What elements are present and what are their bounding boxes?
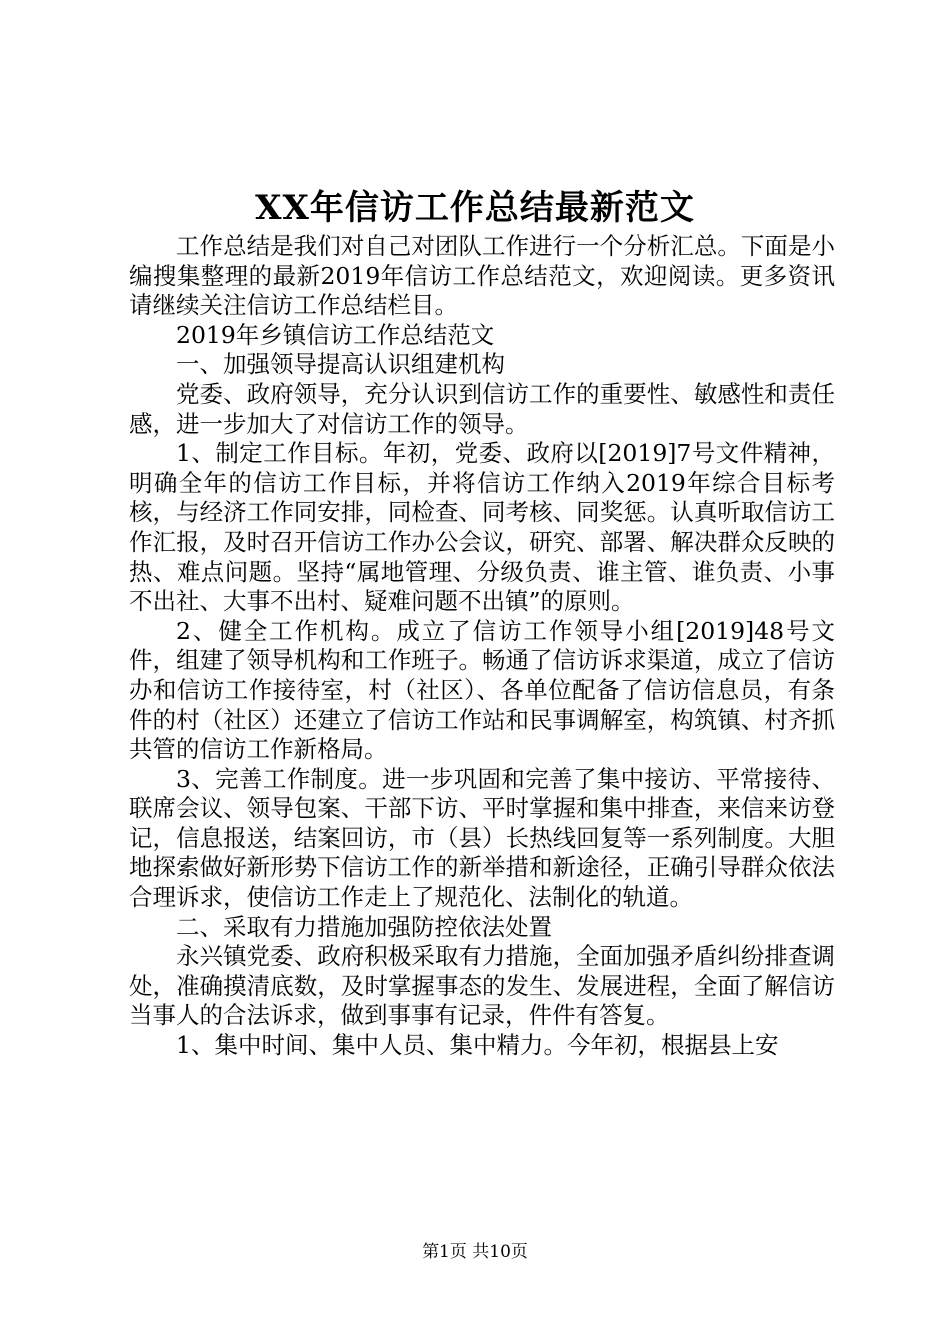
section-subtitle: 2019年乡镇信访工作总结范文: [176, 320, 495, 349]
paragraph: 3、完善工作制度。进一步巩固和完善了集中接访、平常接待、联席会议、领导包案、干部下访、平时掌握和集中排查，来信来访登记，信息报送，结案回访，市（县）长热线回复等一系列制度。大胆地探索做好新形势下信访工作的新举措和新途径，正确引导群众依法合理诉求，使信访工作走上了规范化、法制化的轨道。: [129, 764, 835, 912]
document-body: [129, 232, 835, 1061]
page-number-footer: 第1页 共10页: [422, 1242, 528, 1262]
paragraph: 1、制定工作目标。年初，党委、政府以[2019]7号文件精神，明确全年的信访工作目标，并将信访工作纳入2019年综合目标考核，与经济工作同安排，同检查、同考核、同奖惩。认真听取信访工作汇报，及时召开信访工作办公会议，研究、部署、解决群众反映的热、难点问题。坚持“属地管理、分级负责、谁主管、谁负责、小事不出社、大事不出村、疑难问题不出镇”的原则。: [129, 439, 835, 616]
paragraph: 1、集中时间、集中人员、集中精力。今年初，根据县上安: [176, 1031, 779, 1060]
page-title: XX年信访工作总结最新范文: [255, 188, 695, 228]
paragraph: 党委、政府领导，充分认识到信访工作的重要性、敏感性和责任感，进一步加大了对信访工作的领导。: [129, 379, 835, 438]
paragraph: 永兴镇党委、政府积极采取有力措施，全面加强矛盾纠纷排查调处，准确摸清底数，及时掌握事态的发生、发展进程，全面了解信访当事人的合法诉求，做到事事有记录，件件有答复。: [129, 942, 835, 1030]
intro-paragraph: 工作总结是我们对自己对团队工作进行一个分析汇总。下面是小编搜集整理的最新2019年信访工作总结范文，欢迎阅读。更多资讯请继续关注信访工作总结栏目。: [129, 232, 835, 320]
section-heading-1: 一、加强领导提高认识组建机构: [176, 350, 505, 379]
paragraph: 2、健全工作机构。成立了信访工作领导小组[2019]48号文件，组建了领导机构和工作班子。畅通了信访诉求渠道，成立了信访办和信访工作接待室，村（社区）、各单位配备了信访信息员，有条件的村（社区）还建立了信访工作站和民事调解室，构筑镇、村齐抓共管的信访工作新格局。: [129, 616, 835, 764]
section-heading-2: 二、采取有力措施加强防控依法处置: [176, 912, 552, 941]
